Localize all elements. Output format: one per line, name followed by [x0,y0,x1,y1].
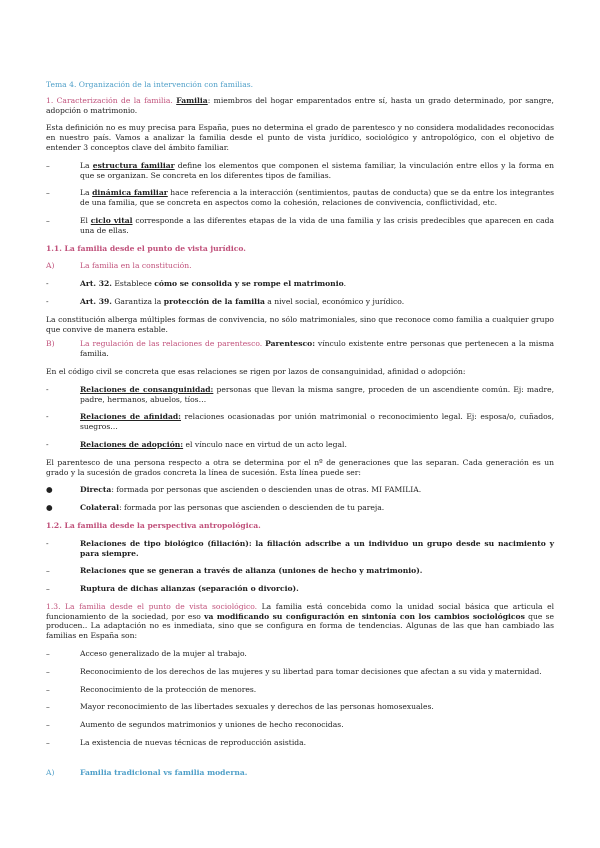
relation-item: - Relaciones de consanguinidad: personas que llevan la misma sangre, proceden de un ascendiente común. Ej: madre, padre, hermanos, abuelos, tíos… [46,384,555,404]
grade-paragraph: El parentesco de una persona respecto a otra se determina por el nº de generaciones que las separan. Cada generación es un grado y la sucesión de grados concreta la línea de sucesión. Esta línea puede ser: [46,457,554,477]
list-item: – La estructura familiar define los elementos que componen el sistema familiar, la vinculación entre ellos y la forma en que se organizan. Se concreta en los diferentes tipos de familias. [46,160,554,180]
list-item: – Relaciones que se generan a través de alianza (uniones de hecho y matrimonio). [46,566,423,576]
line-item: ● Directa: formada por personas que ascienden o descienden unas de otras. MI FAMILIA. [46,485,422,495]
parentesco-term: Parentesco: [265,339,315,349]
list-item: – El ciclo vital corresponde a las diferentes etapas de la vida de una familia y las crisis predecibles que aparecen en cada una de ellas. [46,215,554,235]
bullet-icon: ● [46,503,53,513]
key-term: dinámica familiar [92,188,168,198]
subsection-b-heading: La regulación de las relaciones de parentesco. [80,339,263,349]
list-item: – Reconocimiento de la protección de menores. [46,684,257,694]
section-1-heading: 1. Caracterización de la familia. [46,95,173,105]
civil-code-paragraph: En el código civil se concreta que esas relaciones se rigen por lazos de consanguinidad, afinidad o adopción: [46,366,466,376]
familia-term: Familia [176,95,208,105]
line-item: ● Colateral: formada por las personas que ascienden o descienden de tu pareja. [46,503,385,513]
list-item: – Mayor reconocimiento de las libertades sexuales y derechos de las personas homosexuales. [46,702,434,712]
list-item: – La dinámica familiar hace referencia a la interacción (sentimientos, pautas de conducta) que se da entre los integrantes de una familia, que se concreta en aspectos como la cohesión, relaciones de convivencia, conflictividad, etc. [46,188,555,208]
list-item: – Reconocimiento de los derechos de las mujeres y su libertad para tomar decisiones que afectan a su vida y maternidad. [46,666,542,676]
document-title: Tema 4. Organización de la intervención con familias. [46,80,254,89]
final-subsection-heading: A) Familia tradicional vs familia moderna. [46,767,248,777]
list-item: – Aumento de segundos matrimonios y uniones de hecho reconocidas. [46,720,344,730]
section-1-intro [46,96,554,116]
article-item: - Art. 32. Establece cómo se consolida y se rompe el matrimonio. [46,279,347,289]
section-1-3-intro: 1.3. La familia desde el punto de vista sociológico. La familia está concebida como la unidad social básica que articula el funcionamiento de la sociedad, por eso va modificando su configuración en sintonía con los cambios sociológicos que se producen.. La adaptación no es inmediata, sino que se configura en forma de tendencias. Algunas de las que han cambiado las familias en España son: [46,601,554,641]
dash-marker: – [46,160,50,170]
article-item: - Art. 39. Garantiza la protección de la familia a nivel social, económico y jurídico. [46,296,405,306]
list-item: – La existencia de nuevas técnicas de reproducción asistida. [46,738,307,748]
subsection-b: B) La regulación de las relaciones de parentesco. Parentesco: vínculo existente entre personas que pertenecen a la misma familia. [46,339,554,359]
key-term: ciclo vital [90,215,133,225]
section-1-3-heading: 1.3. La familia desde el punto de vista sociológico. [46,601,258,611]
constitution-paragraph: La constitución alberga múltiples formas de convivencia, no sólo matrimoniales, sino que reconoce como familia a cualquier grupo que convive de manera estable. [46,314,554,334]
dash-marker: – [46,215,50,225]
bullet-icon: ● [46,485,53,495]
dash-marker: – [46,188,50,198]
relation-item: - Relaciones de afinidad: relaciones ocasionadas por unión matrimonial o reconocimiento legal. Ej: esposa/o, cuñados, suegros… [46,412,554,432]
list-item: – Acceso generalizado de la mujer al trabajo. [46,649,247,659]
section-1-paragraph: Esta definición no es muy precisa para España, pues no determina el grado de parentesco y no considera modalidades reconocidas en nuestro país. Vamos a analizar la familia desde el punto de vista jurídico, sociológico y antropológico, con el objetivo de entender 3 conceptos clave del ámbito familiar. [46,123,554,152]
subsection-a-heading: A) La familia en la constitución. [46,261,192,271]
section-1-2-heading: 1.2. La familia desde la perspectiva antropológica. [46,520,261,530]
key-term: estructura familiar [92,160,175,170]
section-1-1-heading: 1.1. La familia desde el punto de vista jurídico. [46,243,246,253]
list-item: – Ruptura de dichas alianzas (separación o divorcio). [46,584,299,594]
familia-definition: : miembros del hogar emparentados entre sí, hasta un grado determinado, por sangre, adopción o matrimonio. [46,95,554,115]
list-item: - Relaciones de tipo biológico (filiación): la filiación adscribe a un individuo un grupo desde su nacimiento y para siempre. [46,538,554,558]
relation-item: - Relaciones de adopción: el vínculo nace en virtud de un acto legal. [46,439,347,449]
